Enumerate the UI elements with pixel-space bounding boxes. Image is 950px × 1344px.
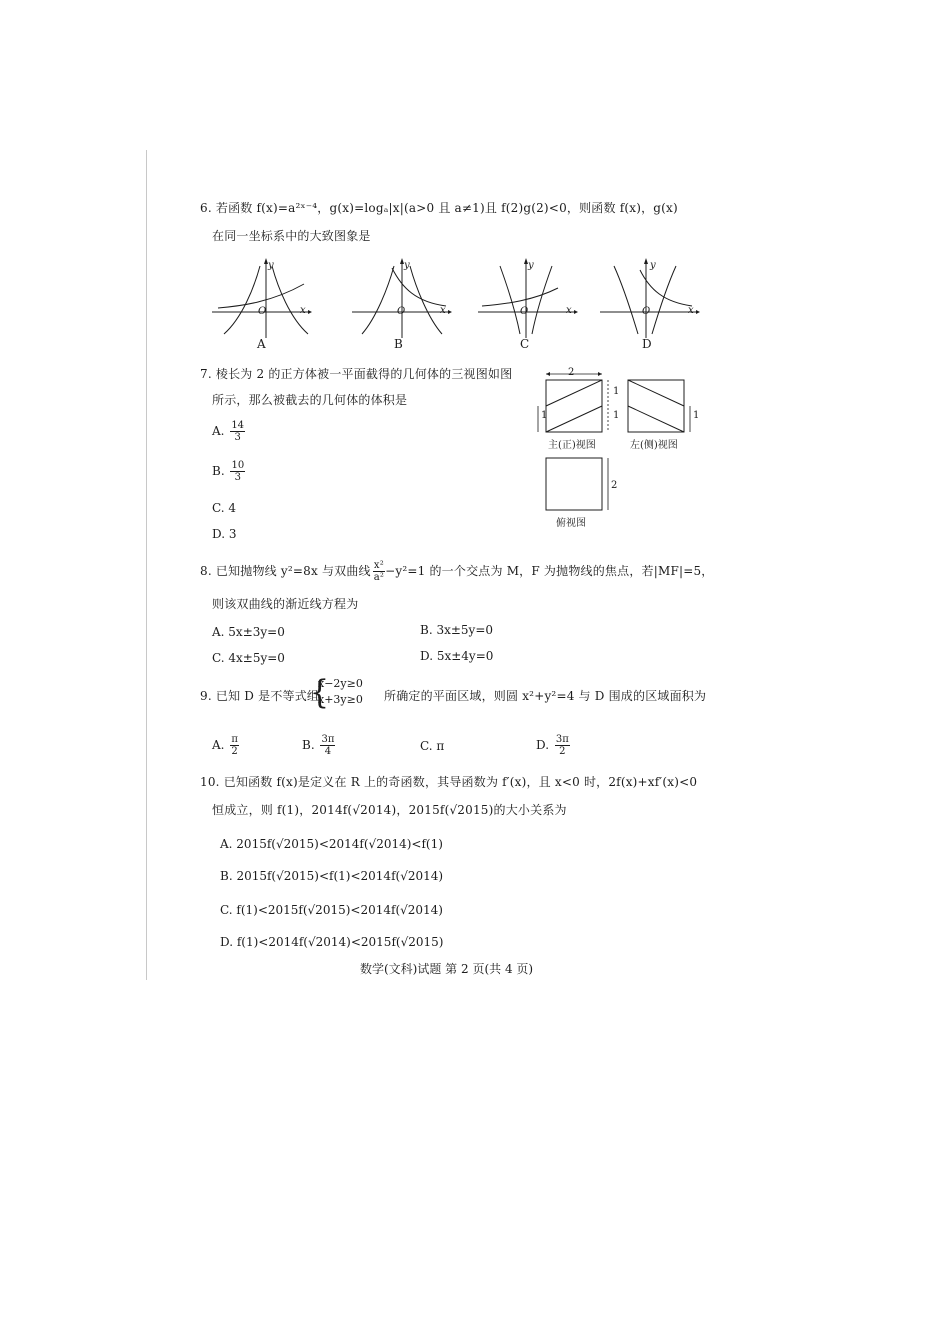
q7-option-a [212,420,245,443]
q9-a-fraction [230,734,239,757]
q8-option-b: B. 3x±5y=0 [420,623,494,637]
q6-line2: 在同一坐标系中的大致图象是 [212,229,371,243]
q6-a-y: y [268,260,274,271]
q8-line1 [200,560,714,583]
q6-option-b-label: B [394,337,403,351]
q9-option-b [302,734,335,757]
q9-inequality-2: x+3y≥0 [318,693,363,706]
q8-frac-num: x² [373,560,384,571]
q9-option-a [212,734,239,757]
q7-option-d: D. 3 [212,527,237,541]
q8-hyperbola-fraction [373,560,385,583]
q6-graph-a [212,258,312,338]
q7-dim-one-d: 1 [693,410,700,421]
q6-b-y: y [404,260,410,271]
q6-b-x: x [440,305,446,316]
q9-a-prefix: A. [212,738,225,752]
q7-dim-one-a: 1 [613,386,620,397]
q6-option-c-label: C [520,337,530,351]
q7-option-b-prefix: B. [212,464,225,478]
q10-option-a: A. 2015f(√2015)<2014f(√2014)<f(1) [220,837,443,851]
q9-option-c: C. π [420,739,445,753]
q8-line1-post: −y²=1 的一个交点为 M，F 为抛物线的焦点，若|MF|=5， [385,564,714,578]
q9-d-fraction [555,734,570,757]
q6-option-d-label: D [642,337,652,351]
q7-top-view-dim: 2 [611,480,618,491]
q7-option-a-prefix: A. [212,424,225,438]
q7-side-view-label: 左(侧)视图 [630,440,678,451]
q9-b-num: 3π [321,734,335,745]
q9-post: 所确定的平面区域，则圆 x²+y²=4 与 D 围成的区域面积为 [384,689,707,703]
q10-line1: 10. 已知函数 f(x)是定义在 R 上的奇函数，其导函数为 f′(x)，且 x<0 时，2f(x)+xf′(x)<0 [200,775,698,789]
q6-d-y: y [650,260,656,271]
q7-line2: 所示，那么被截去的几何体的体积是 [212,393,408,407]
q6-a-origin: O [258,306,267,317]
q7-a-den: 3 [234,432,241,443]
q9-pre: 9. 已知 D 是不等式组 [200,689,320,703]
q9-d-den: 2 [559,746,566,757]
q9-b-fraction [320,734,335,757]
q7-option-c: C. 4 [212,501,237,515]
q6-c-x: x [566,305,572,316]
scan-edge-line [146,150,147,980]
q6-c-origin: O [520,306,529,317]
q7-dim-top: 2 [568,367,575,378]
q7-line1: 7. 棱长为 2 的正方体被一平面截得的几何体的三视图如图 [200,367,513,381]
q9-b-den: 4 [324,746,332,757]
q7-option-a-fraction [230,420,245,443]
q9-b-prefix: B. [302,738,315,752]
q8-option-d: D. 5x±4y=0 [420,649,494,663]
q9-brace: { [310,673,330,712]
q9-inequality-system [310,673,363,712]
q10-option-d: D. f(1)<2014f(√2014)<2015f(√2015) [220,935,444,949]
q8-frac-den: a² [373,572,385,583]
q9-option-d [536,734,570,757]
q7-b-den: 3 [234,472,242,483]
q6-d-origin: O [642,306,651,317]
q10-line2: 恒成立，则 f(1)，2014f(√2014)，2015f(√2015)的大小关系为 [212,803,567,817]
q7-dim-one-b: 1 [613,410,620,421]
q9-d-num: 3π [555,734,569,745]
q8-option-c: C. 4x±5y=0 [212,651,285,665]
q6-line1: 6. 若函数 f(x)=a²ˣ⁻⁴，g(x)=logₐ|x|(a>0 且 a≠1)且 f(2)g(2)<0，则函数 f(x)，g(x) [200,201,678,215]
q8-line1-pre: 8. 已知抛物线 y²=8x 与双曲线 [200,564,371,578]
q7-top-view-label: 俯视图 [556,518,586,529]
q9-inequality-1: x−2y≥0 [318,677,363,690]
q10-option-b: B. 2015f(√2015)<f(1)<2014f(√2014) [220,869,444,883]
q6-graph-b [352,258,452,338]
q7-option-b [212,460,245,483]
q9-a-num: π [231,734,238,745]
q6-d-x: x [688,305,694,316]
q10-option-c: C. f(1)<2015f(√2015)<2014f(√2014) [220,903,443,917]
q6-a-x: x [300,305,306,316]
q6-option-a-label: A [257,337,266,351]
q7-b-num: 10 [231,460,245,471]
q6-b-origin: O [397,306,406,317]
q9-a-den: 2 [231,746,238,757]
q9-d-prefix: D. [536,738,550,752]
q8-line2: 则该双曲线的渐近线方程为 [212,597,359,611]
q6-c-y: y [528,260,534,271]
q7-option-b-fraction [230,460,245,483]
q7-front-view-label: 主(正)视图 [548,440,596,451]
q7-dim-one-c: 1 [541,410,548,421]
page-footer: 数学(文科)试题 第 2 页(共 4 页) [360,962,534,976]
q8-option-a: A. 5x±3y=0 [212,625,285,639]
q7-a-num: 14 [231,420,245,431]
